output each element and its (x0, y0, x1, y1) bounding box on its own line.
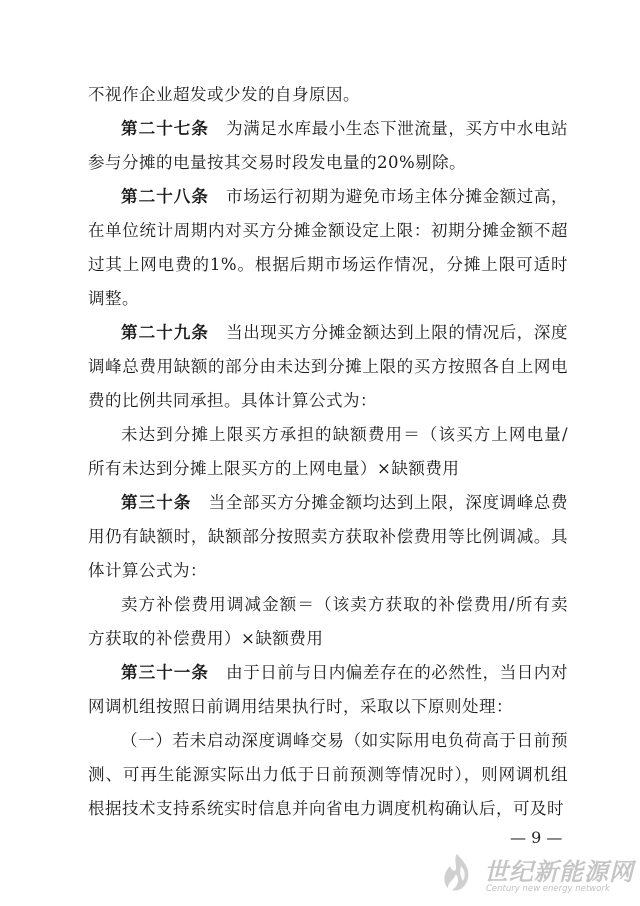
paragraph-text: 当全部买方分摊金额均达到上限，深度调峰总费用仍有缺额时，缺额部分按照卖方获取补偿费用等比例调减。具体计算公式为： (88, 493, 569, 580)
watermark-name-cn: 世纪新能源网 (484, 858, 634, 886)
article-heading: 第二十七条 (121, 119, 209, 138)
article-heading: 第三十一条 (121, 663, 209, 682)
watermark (434, 848, 634, 902)
paragraph-article-30 (88, 486, 568, 588)
paragraph-text: 为满足水库最小生态下泄流量，买方中水电站参与分摊的电量按其交易时段发电量的20%剔除。 (88, 119, 569, 172)
paragraph-article-27 (88, 112, 568, 180)
watermark-name-en: Century new energy network (486, 884, 610, 894)
formula-30 (88, 588, 568, 656)
paragraph-text: 市场运行初期为避免市场主体分摊金额过高，在单位统计周期内对买方分摊金额设定上限：初期分摊金额不超过其上网电费的1%。根据后期市场运作情况，分摊上限可适时调整。 (88, 187, 569, 308)
formula-text: 未达到分摊上限买方承担的缺额费用＝（该买方上网电量/所有未达到分摊上限买方的上网电量）×缺额费用 (88, 425, 568, 478)
paragraph-article-29 (88, 316, 568, 418)
paragraph-text: 当出现买方分摊金额达到上限的情况后，深度调峰总费用缺额的部分由未达到分摊上限的买方按照各自上网电费的比例共同承担。具体计算公式为： (88, 323, 569, 410)
paragraph-article-28 (88, 180, 568, 316)
paragraph-text: 不视作企业超发或少发的自身原因。 (88, 85, 360, 104)
paragraph-text: （一）若未启动深度调峰交易（如实际用电负荷高于日前预测、可再生能源实际出力低于日前预测等情况时），则网调机组根据技术支持系统实时信息并向省电力调度机构确认后，可及时 (88, 731, 568, 818)
paragraph-article-31 (88, 656, 568, 724)
article-heading: 第二十八条 (121, 187, 209, 206)
formula-29 (88, 418, 568, 486)
article-heading: 第二十九条 (121, 323, 209, 342)
flame-logo-icon (434, 850, 480, 896)
paragraph-continuation (88, 78, 568, 112)
page-number: — 9 — (510, 828, 563, 847)
formula-text: 卖方补偿费用调减金额＝（该卖方获取的补偿费用/所有卖方获取的补偿费用）×缺额费用 (88, 595, 568, 648)
article-heading: 第三十条 (121, 493, 192, 512)
paragraph-clause-1 (88, 724, 568, 826)
paragraph-text: 由于日前与日内偏差存在的必然性，当日内对网调机组按照日前调用结果执行时，采取以下原则处理： (88, 663, 569, 716)
